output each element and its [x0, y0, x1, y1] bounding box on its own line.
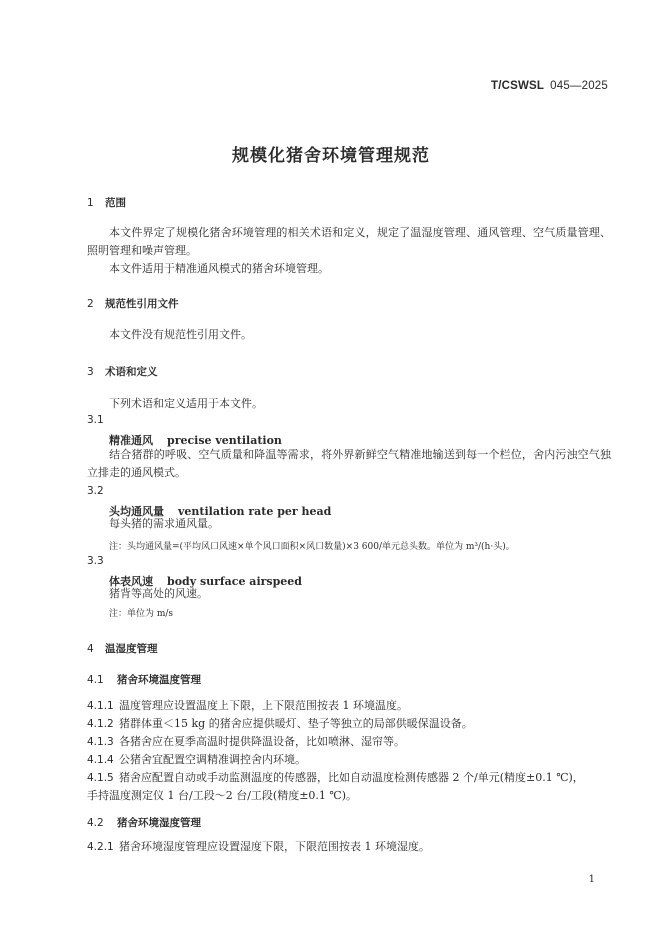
subsection-4-1-heading	[87, 672, 201, 687]
section-1-paragraph-2: 本文件适用于精准通风模式的猪舍环境管理。	[109, 262, 329, 275]
section-2-heading	[87, 296, 179, 311]
section-1-paragraph-1: 本文件界定了规模化猪舍环境管理的相关术语和定义，规定了温湿度管理、通风管理、空气质量管理、照明管理和噪声管理。	[87, 226, 611, 257]
clause-item: 4.1.3 各猪舍应在夏季高温时提供降温设备，比如喷淋、湿帘等。	[87, 733, 611, 751]
term-number: 3.1	[87, 414, 104, 426]
standard-prefix: T/CSWSL	[490, 80, 545, 92]
term-english: body surface airspeed	[167, 575, 302, 588]
clause-item: 4.2.1 猪舍环境湿度管理应设置湿度下限，下限范围按表 1 环境湿度。	[87, 838, 611, 856]
section-number: 1	[87, 197, 94, 209]
section-1-heading	[87, 195, 126, 210]
term-definition: 猪背等高处的风速。	[109, 587, 208, 600]
term-number: 3.3	[87, 555, 104, 567]
clause-item: 4.1.5 猪舍应配置自动或手动监测温度的传感器，比如自动温度检测传感器 2 个/单元(精度±0.1 ℃)，	[87, 769, 611, 787]
standard-number: 045—2025	[550, 80, 608, 92]
page-number: 1	[588, 874, 595, 885]
section-title: 术语和定义	[105, 366, 158, 378]
section-number: 4	[87, 643, 94, 655]
clause-item: 4.1.2 猪群体重＜15 kg 的猪舍应提供暖灯、垫子等独立的局部供暖保温设备。	[87, 715, 611, 733]
term-english: precise ventilation	[167, 434, 282, 447]
term-note: 注：单位为 m/s	[109, 609, 174, 619]
subsection-number: 4.1	[87, 674, 104, 686]
term-chinese: 头均通风量	[109, 505, 164, 518]
standard-code	[491, 80, 608, 92]
subsection-title: 猪舍环境温度管理	[117, 674, 201, 686]
subsection-title: 猪舍环境湿度管理	[117, 817, 201, 829]
clause-continuation: 手持温度测定仪 1 台/工段～2 台/工段(精度±0.1 ℃)。	[87, 789, 357, 802]
clause-item: 4.1.4 公猪舍宜配置空调精准调控舍内环境。	[87, 751, 611, 769]
section-2-paragraph-1: 本文件没有规范性引用文件。	[109, 328, 252, 341]
clause-number: 4.1.5	[87, 772, 114, 784]
section-title: 温湿度管理	[105, 643, 158, 655]
term-definition: 结合猪群的呼吸、空气质量和降温等需求，将外界新鲜空气精准地输送到每一个栏位，舍内污浊空气独立排走的通风模式。	[87, 448, 611, 479]
subsection-number: 4.2	[87, 817, 104, 829]
term-english: ventilation rate per head	[178, 505, 332, 518]
section-3-intro: 下列术语和定义适用于本文件。	[109, 397, 263, 410]
term-chinese: 精准通风	[109, 434, 153, 447]
clause-number: 4.1.1	[87, 700, 114, 712]
term-chinese: 体表风速	[109, 575, 153, 588]
clause-number: 4.2.1	[87, 841, 114, 853]
section-title: 范围	[105, 197, 126, 209]
term-note: 注：头均通风量=(平均风口风速×单个风口面积×风口数量)×3 600/单元总头数。单位为 m³/(h·头)。	[109, 542, 515, 552]
clause-number: 4.1.3	[87, 736, 114, 748]
subsection-4-2-heading	[87, 815, 201, 830]
clause-item: 4.1.1 温度管理应设置温度上下限，上下限范围按表 1 环境温度。	[87, 697, 611, 715]
clause-number: 4.1.2	[87, 718, 114, 730]
section-3-heading	[87, 364, 158, 379]
clause-number: 4.1.4	[87, 754, 114, 766]
term-number: 3.2	[87, 485, 104, 497]
document-title: 规模化猪舍环境管理规范	[232, 146, 430, 166]
term-definition: 每头猪的需求通风量。	[109, 517, 219, 530]
section-4-heading	[87, 641, 158, 656]
section-number: 2	[87, 298, 94, 310]
section-number: 3	[87, 366, 94, 378]
section-title: 规范性引用文件	[105, 298, 179, 310]
